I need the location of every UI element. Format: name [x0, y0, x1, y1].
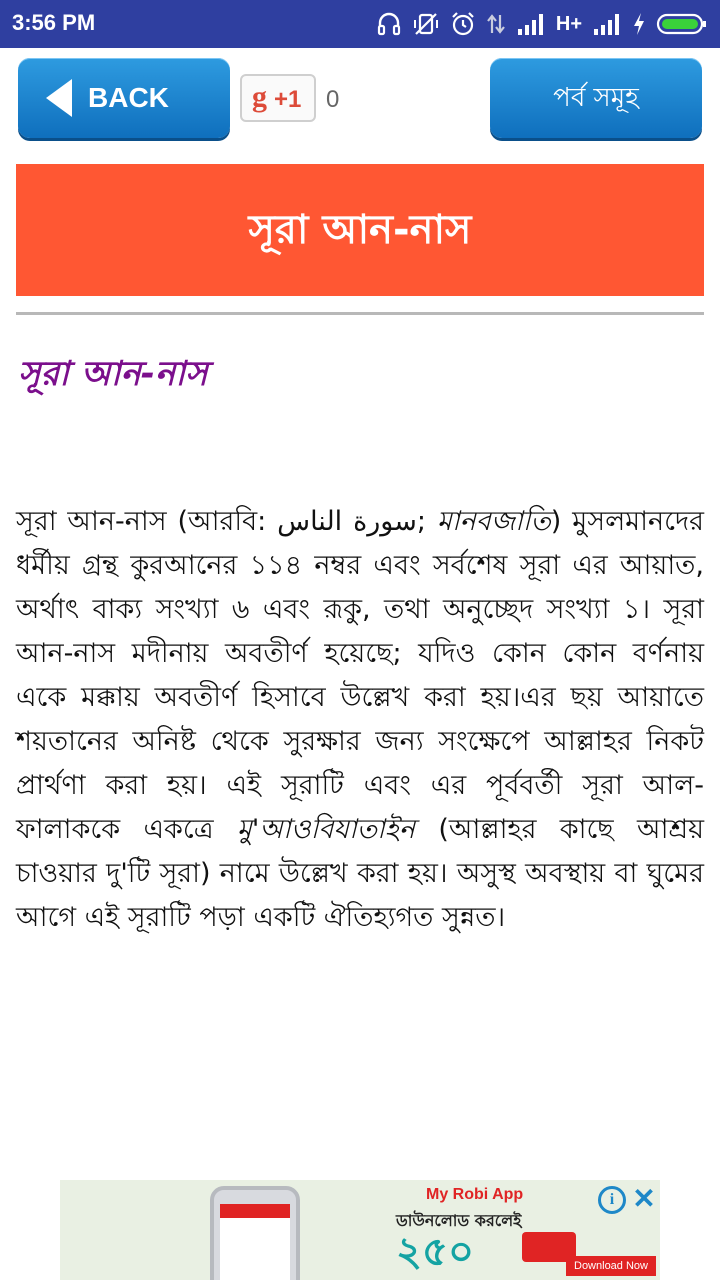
google-plus-icon: g: [252, 80, 267, 113]
back-arrow-icon: [46, 79, 72, 117]
chapters-button[interactable]: পর্ব সমূহ: [490, 58, 702, 138]
ad-phone-image: [210, 1186, 300, 1280]
battery-icon: [656, 11, 708, 37]
back-button-label: BACK: [88, 82, 169, 113]
plus-one-count: 0: [326, 86, 340, 113]
ad-subtitle: ডাউনলোড করলেই: [396, 1211, 522, 1230]
alarm-icon: [450, 11, 476, 37]
arabic-name: سورة الناس: [277, 506, 417, 537]
article-text-2: ;: [416, 506, 437, 537]
plus-one-label: +1: [274, 86, 302, 113]
ad-amount: ২৫০: [396, 1229, 474, 1275]
charging-icon: [632, 11, 646, 37]
article-text-4: (আল্লাহর কাছে আশ্রয় চাওয়ার দু'টি সূরা) নামে উল্লেখ করা হয়। অসুস্থ অবস্থায় বা ঘুমের আগে এই সূরাটি পড়া একটি ঐতিহ্যগত সুন্নত।: [16, 814, 704, 933]
article-text-1: সূরা আন-নাস (আরবি:: [16, 506, 278, 537]
article-body: [16, 500, 704, 940]
status-icons: [376, 10, 708, 38]
divider: [16, 312, 704, 315]
article-text-3: ) মুসলমানদের ধর্মীয় গ্রন্থ কুরআনের ১১৪ নম্বর এবং সর্বশেষ সূরা এর আয়াত, অর্থাৎ বাক্য সংখ্যা ৬ এবং রূকু, তথা অনুচ্ছেদ সংখ্যা ১। সূরা আন-নাস মদীনায় অবতীর্ণ হয়েছে; যদিও কোন কোন বর্ণনায় একে মক্কায় অবতীর্ণ হিসাবে উল্লেখ করা হয়।এর ছয় আয়াতে শয়তানের অনিষ্ট থেকে সুরক্ষার জন্য সংক্ষেপে আল্লাহর নিকট প্রার্থণা করা হয়। এই সূরাটি এবং এর পূর্ববর্তী সূরা আল-ফালাককে একত্রে: [16, 506, 705, 845]
ad-info-icon[interactable]: i: [598, 1186, 626, 1214]
back-button[interactable]: [18, 58, 230, 138]
headset-icon: [376, 11, 402, 37]
ad-download-button[interactable]: Download Now: [566, 1256, 656, 1276]
ad-close-icon[interactable]: ✕: [632, 1183, 656, 1214]
ad-title: My Robi App: [426, 1186, 524, 1203]
muawwidhatayn-text: মু'আওবিযাতাইন: [236, 814, 416, 845]
network-type-label: H+: [555, 12, 582, 35]
data-transfer-icon: [486, 11, 506, 37]
google-plus-one-button[interactable]: [240, 74, 316, 122]
status-time: 3:56 PM: [12, 10, 96, 35]
vibrate-off-icon: [412, 11, 440, 37]
meaning-text: মানবজাতি: [436, 506, 551, 537]
signal-icon-2: [592, 11, 622, 37]
status-bar: [0, 0, 720, 48]
section-heading: সূরা আন-নাস: [18, 354, 208, 394]
page-title: সূরা আন-নাস: [248, 207, 472, 253]
ad-phone-screen: [220, 1204, 290, 1280]
ad-banner[interactable]: [60, 1180, 660, 1280]
ad-phone-header: [220, 1204, 290, 1218]
title-banner: [16, 164, 704, 296]
signal-icon: [516, 11, 546, 37]
